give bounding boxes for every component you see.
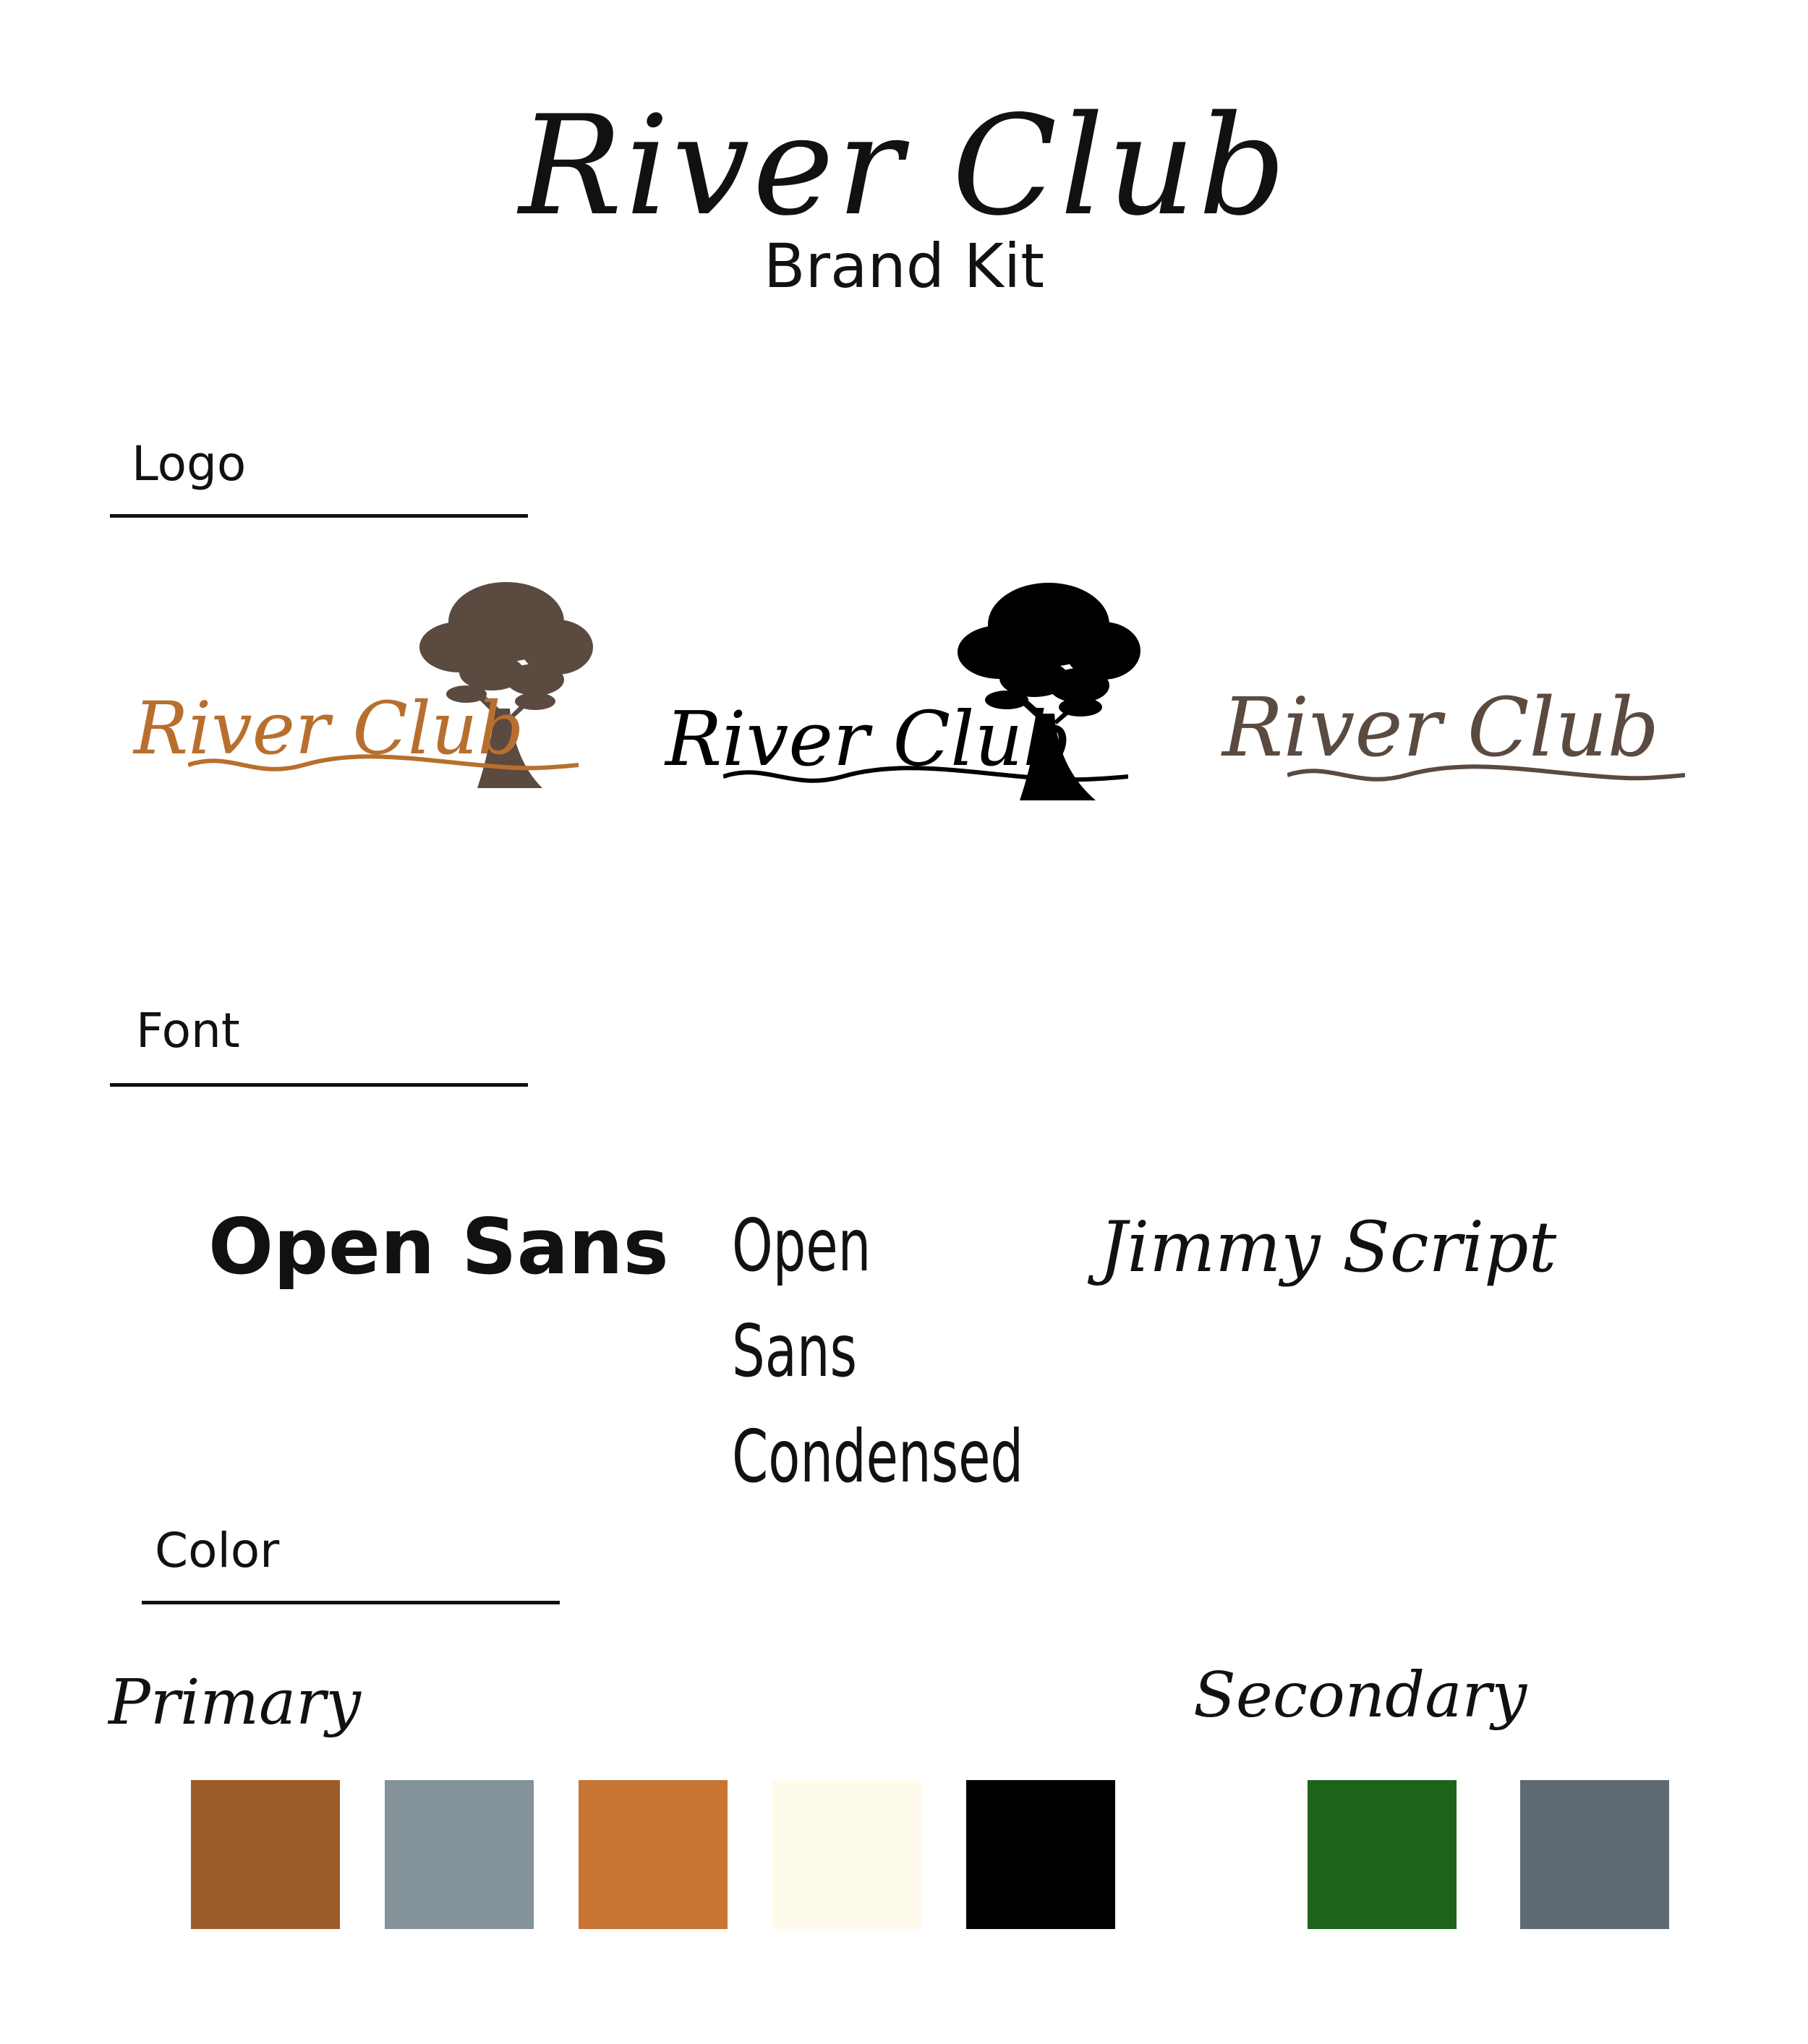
section-divider-logo [110, 514, 528, 518]
brand-kit-subtitle: Brand Kit [763, 231, 1045, 302]
section-divider-color [142, 1601, 560, 1604]
font-sample-line: Open Sans [732, 1203, 871, 1393]
river-swoosh-icon [1287, 761, 1685, 790]
color-swatch-primary [579, 1780, 728, 1929]
logo-wordmark: River Club [1222, 681, 1660, 775]
color-swatch-primary [966, 1780, 1115, 1929]
font-sample-open-sans-condensed [732, 1193, 1024, 1510]
logo-black-variant [665, 565, 1143, 811]
logo-wordmark-only-variant [1222, 680, 1685, 803]
font-sample-jimmy-script: Jimmy Script [1099, 1207, 1557, 1288]
logo-wordmark: River Club [665, 695, 1072, 783]
section-label-font: Font [136, 1003, 240, 1059]
river-swoosh-icon [188, 751, 579, 779]
logo-wordmark: River Club [134, 686, 524, 771]
section-label-color: Color [155, 1523, 280, 1578]
secondary-colors-label: Secondary [1193, 1659, 1527, 1732]
color-swatch-primary [772, 1780, 921, 1929]
font-sample-line: Condensed [732, 1414, 1024, 1499]
section-divider-font [110, 1083, 528, 1087]
logo-color-variant [130, 564, 593, 803]
river-swoosh-icon [723, 762, 1128, 791]
color-swatch-secondary [1520, 1780, 1669, 1929]
color-swatch-primary [385, 1780, 534, 1929]
font-sample-open-sans: Open Sans [208, 1202, 669, 1291]
section-label-logo: Logo [132, 436, 247, 492]
primary-colors-label: Primary [108, 1667, 361, 1739]
color-swatch-secondary [1308, 1780, 1457, 1929]
color-swatch-primary [191, 1780, 340, 1929]
brand-title-script: River Club [519, 86, 1289, 246]
